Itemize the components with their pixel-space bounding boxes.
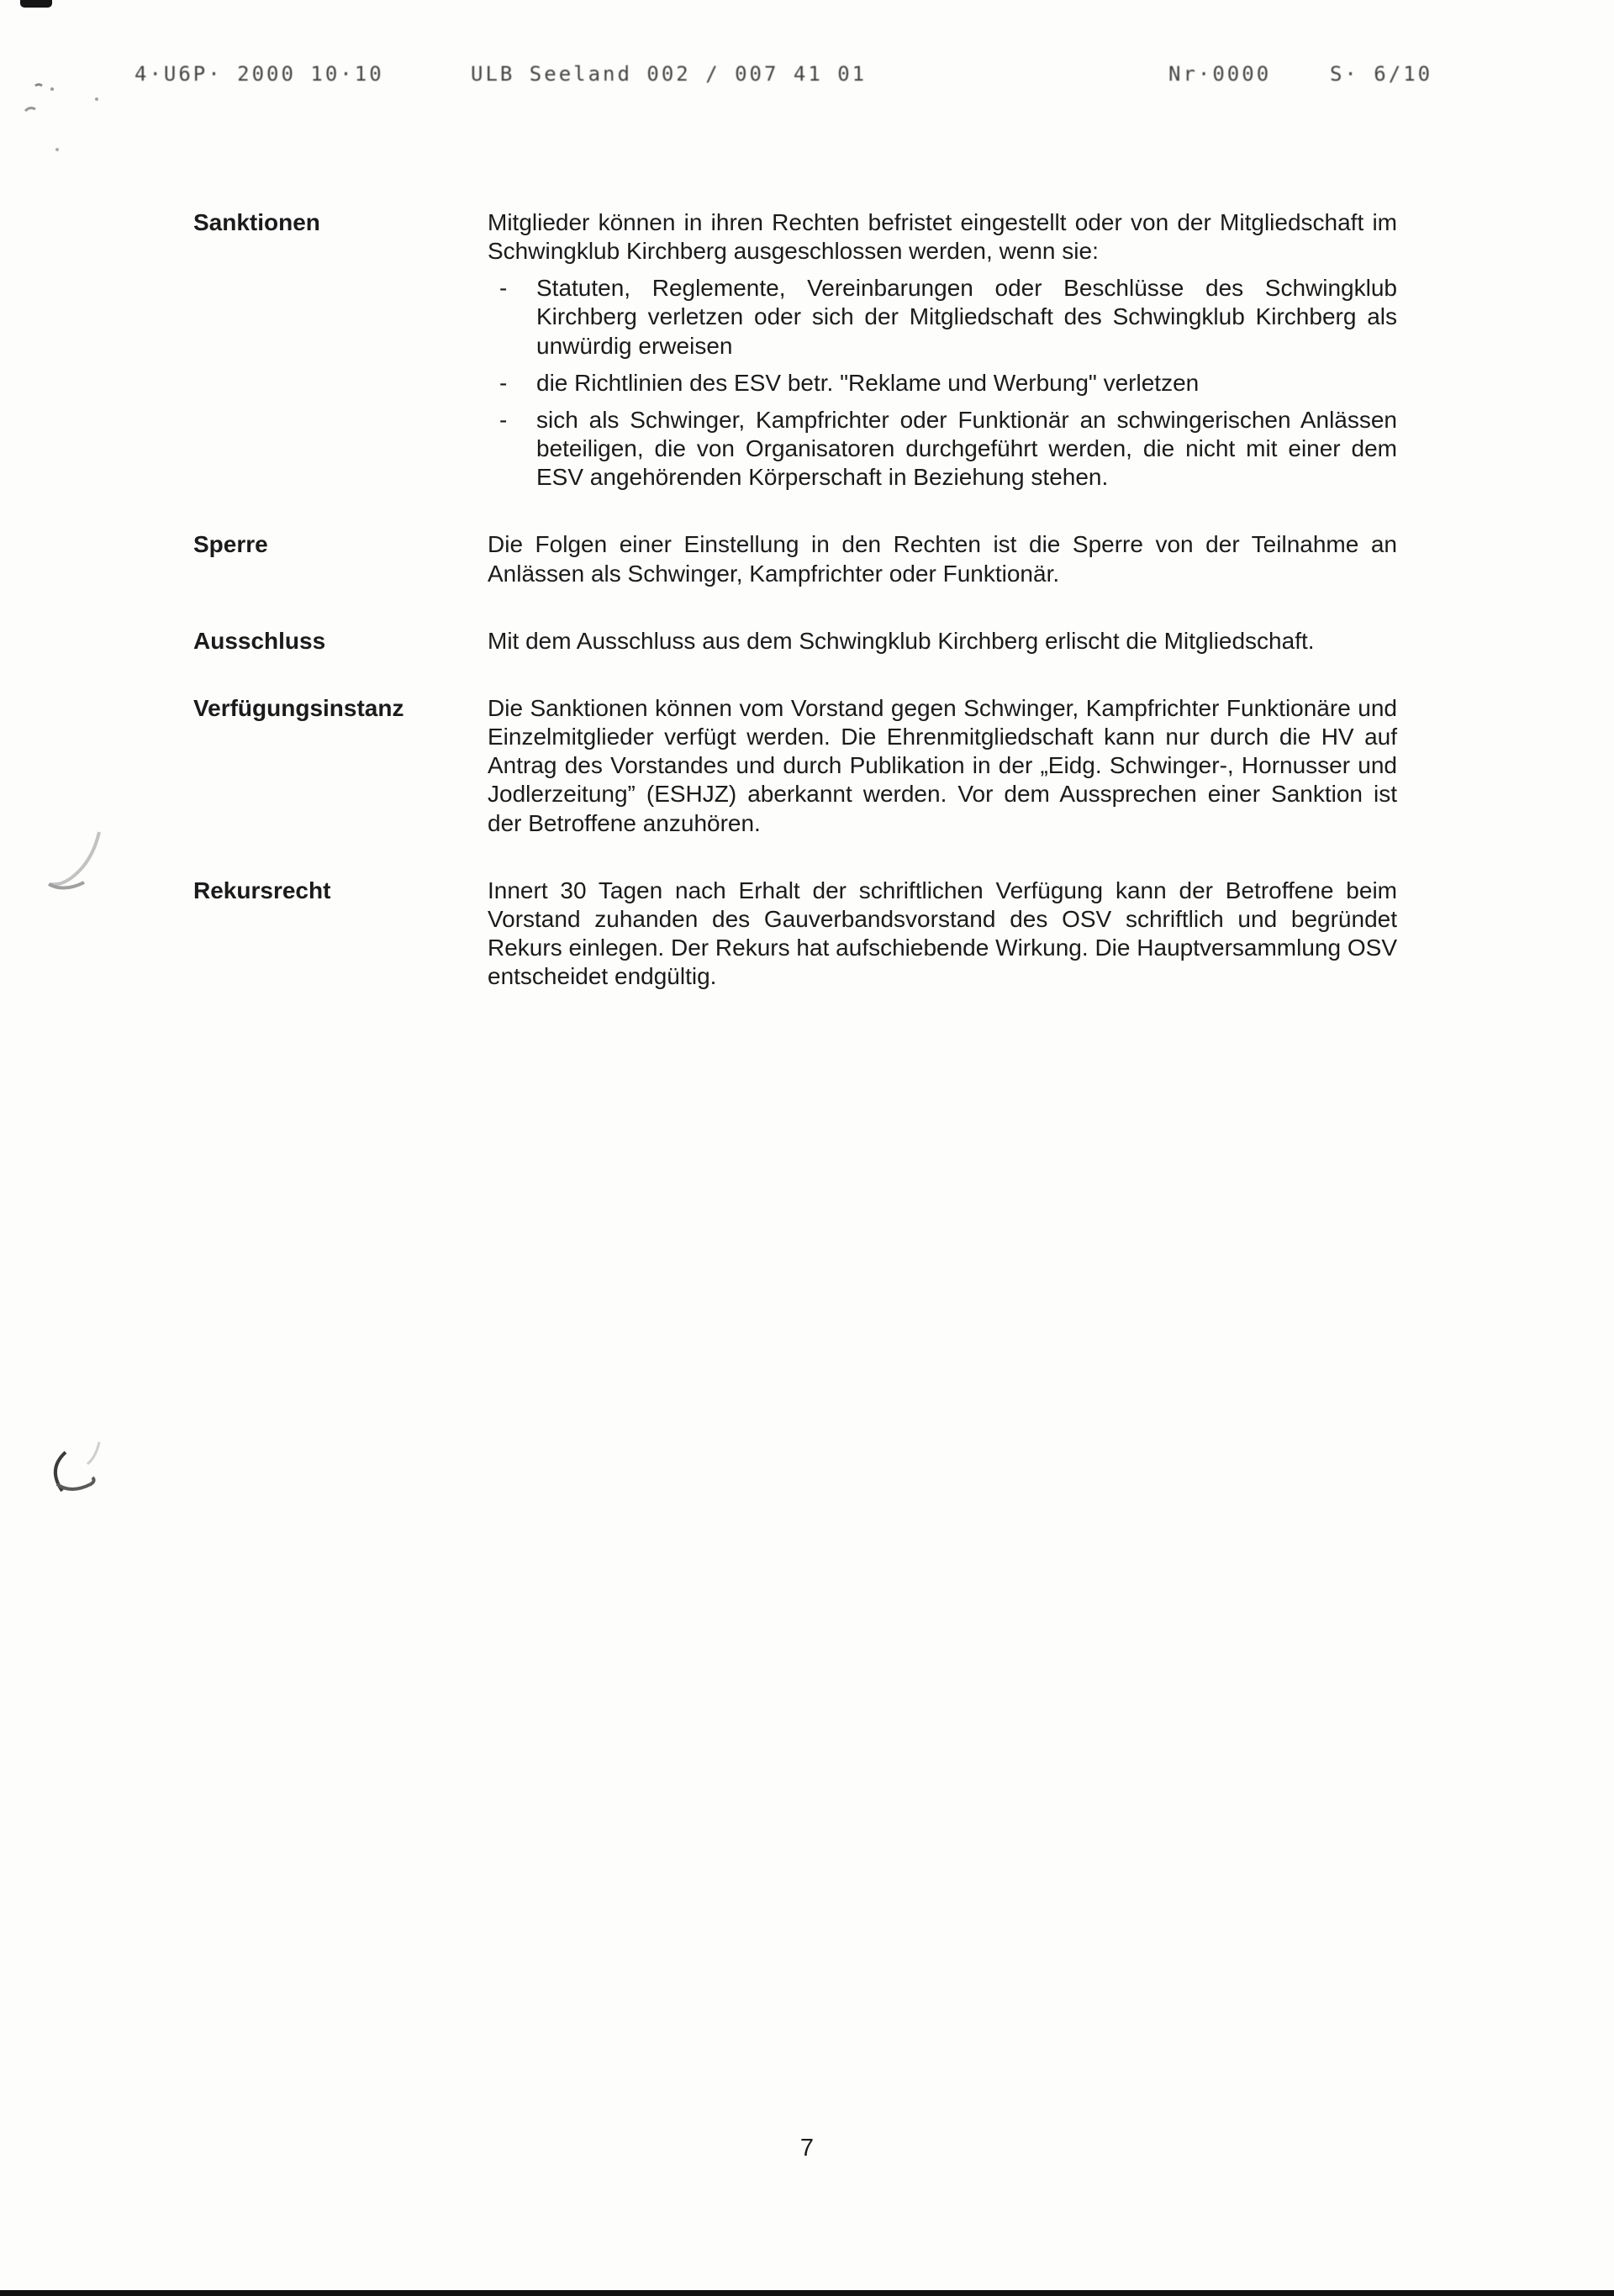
section-rekursrecht <box>193 877 1397 992</box>
bullet-text: die Richtlinien des ESV betr. "Reklame und Werbung" verletzen <box>536 369 1200 396</box>
scan-artifact-squiggle <box>50 832 99 884</box>
section-sanktionen <box>193 208 1397 492</box>
scan-artifact-loop <box>57 1477 94 1489</box>
section-body <box>488 530 1397 587</box>
scan-artifact-dot <box>95 97 98 101</box>
section-body <box>488 877 1397 992</box>
list-item <box>488 369 1397 398</box>
scan-artifact-paren <box>55 1452 66 1491</box>
section-paragraph: Mit dem Ausschluss aus dem Schwingklub Kirchberg erlischt die Mitgliedschaft. <box>488 627 1315 654</box>
section-paragraph: Die Folgen einer Einstellung in den Rechten ist die Sperre von der Teilnahme an Anlässen als Schwinger, Kampfrichter oder Funktionär. <box>488 531 1397 587</box>
section-sperre <box>193 530 1397 587</box>
page-number: 7 <box>799 2135 815 2162</box>
section-intro: Mitglieder können in ihren Rechten befristet eingestellt oder von der Mitgliedschaft im Schwingklub Kirchberg ausgeschlossen werden, wenn sie: <box>488 209 1397 265</box>
document-content <box>193 208 1397 1030</box>
fax-header-sender: ULB Seeland 002 / 007 41 01 <box>471 62 868 86</box>
section-label: Sanktionen <box>193 209 320 235</box>
scan-artifact-mark <box>25 108 35 111</box>
scan-artifact-dot <box>55 148 59 151</box>
scan-artifact-squiggle <box>49 882 84 888</box>
bullet-list <box>488 274 1397 492</box>
section-label: Sperre <box>193 531 268 558</box>
section-verfuegungsinstanz <box>193 694 1397 838</box>
fax-header-page-info: Nr·0000 S· 6/10 <box>1168 62 1433 86</box>
scan-artifact-mark <box>35 85 42 87</box>
bullet-dash: - <box>499 369 508 396</box>
scan-edge-bottom <box>0 2290 1614 2296</box>
section-body <box>488 694 1397 838</box>
section-paragraph: Innert 30 Tagen nach Erhalt der schriftlichen Verfügung kann der Betroffene beim Vorstand zuhanden des Gauverbandsvorstand des OSV schriftlich und begründet Rekurs einlegen. Der Rekurs hat aufschiebende Wirkung. Die Hauptversammlung OSV entscheidet endgültig. <box>488 877 1397 990</box>
section-paragraph: Die Sanktionen können vom Vorstand gegen Schwinger, Kampfrichter Funktionäre und Einzelmitglieder verfügt werden. Die Ehrenmitgliedschaft kann nur durch die HV auf Antrag des Vorstandes und durch Publikation in der „Eidg. Schwinger-, Hornusser und Jodlerzeitung” (ESHJZ) aberkannt werden. Vor dem Aussprechen einer Sanktion ist der Betroffene anzuhören. <box>488 694 1397 836</box>
scan-artifact-mark <box>87 1442 99 1464</box>
section-body <box>488 208 1397 492</box>
list-item <box>488 274 1397 360</box>
scan-artifact-dot <box>50 87 54 91</box>
list-item <box>488 406 1397 492</box>
bullet-text: Statuten, Reglemente, Vereinbarungen oder Beschlüsse des Schwingklub Kirchberg verletzen oder sich der Mitgliedschaft des Schwingklub Kirchberg als unwürdig erweisen <box>536 275 1397 359</box>
section-ausschluss <box>193 627 1397 656</box>
fax-header-datetime: 4·U6P· 2000 10·10 <box>134 62 384 86</box>
section-label: Ausschluss <box>193 627 326 654</box>
section-label: Rekursrecht <box>193 877 331 903</box>
section-label: Verfügungsinstanz <box>193 694 404 721</box>
bullet-text: sich als Schwinger, Kampfrichter oder Funktionär an schwingerischen Anlässen beteiligen, die von Organisatoren durchgeführt werden, die nicht mit einer dem ESV angehörenden Körperschaft in Beziehung stehen. <box>536 406 1397 491</box>
bullet-dash: - <box>499 275 508 302</box>
section-body <box>488 627 1397 656</box>
scan-artifact-corner <box>20 0 52 8</box>
bullet-dash: - <box>499 406 508 433</box>
